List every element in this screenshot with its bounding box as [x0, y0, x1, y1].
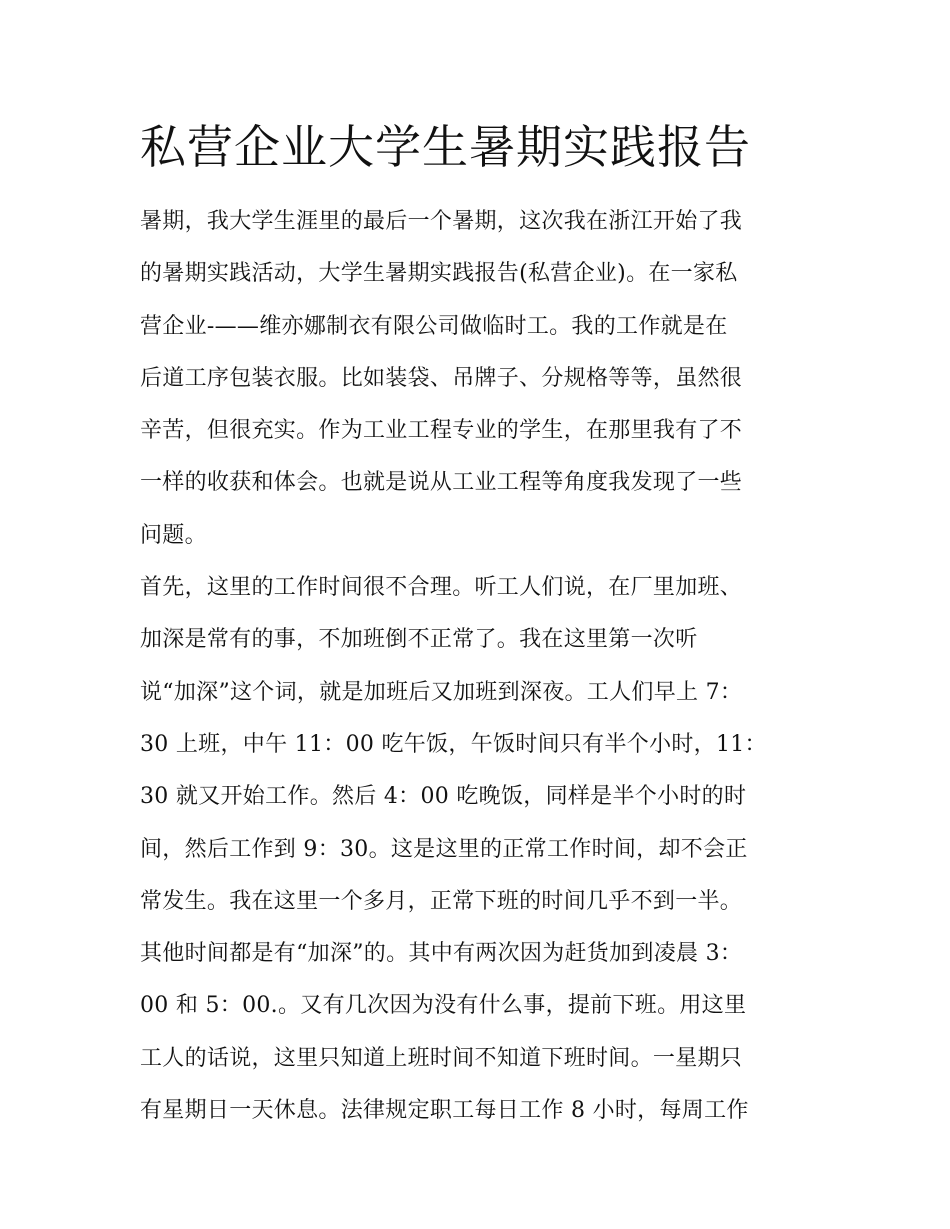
- text-line: 其他时间都是有“加深”的。其中有两次因为赶货加到凌晨 3：: [140, 941, 743, 967]
- text-line: 加深是常有的事，不加班倒不正常了。我在这里第一次听: [140, 627, 698, 653]
- text-line: 首先，这里的工作时间很不合理。听工人们说，在厂里加班、: [140, 575, 743, 601]
- report-body: [140, 196, 820, 1137]
- text-line: 00 和 5：00.。又有几次因为没有什么事，提前下班。用这里: [140, 993, 747, 1019]
- text-line: 30 上班，中午 11：00 吃午饭，午饭时间只有半个小时，11：: [140, 731, 767, 757]
- text-line: 的暑期实践活动，大学生暑期实践报告(私营企业)。在一家私: [140, 261, 738, 287]
- text-line: 常发生。我在这里一个多月，正常下班的时间几乎不到一半。: [140, 888, 743, 914]
- text-line: 间，然后工作到 9：30。这是这里的正常工作时间，却不会正: [140, 836, 748, 862]
- text-line: 说“加深”这个词，就是加班后又加班到深夜。工人们早上 7：: [140, 679, 743, 705]
- text-line: 30 就又开始工作。然后 4：00 吃晚饭，同样是半个小时的时: [140, 784, 747, 810]
- text-line: 暑期，我大学生涯里的最后一个暑期，这次我在浙江开始了我: [140, 209, 743, 234]
- text-line: 辛苦，但很充实。作为工业工程专业的学生，在那里我有了不: [140, 418, 743, 444]
- text-line: 营企业-——维亦娜制衣有限公司做临时工。我的工作就是在: [140, 313, 728, 339]
- text-line: 后道工序包装衣服。比如装袋、吊牌子、分规格等等，虽然很: [140, 365, 743, 391]
- text-line: 问题。: [140, 522, 207, 548]
- text-line: 一样的收获和体会。也就是说从工业工程等角度我发现了一些: [140, 470, 743, 496]
- text-line: 有星期日一天休息。法律规定职工每日工作 8 小时，每周工作: [140, 1098, 749, 1124]
- page-title: 私营企业大学生暑期实践报告: [140, 120, 751, 174]
- text-line: 工人的话说，这里只知道上班时间不知道下班时间。一星期只: [140, 1045, 743, 1071]
